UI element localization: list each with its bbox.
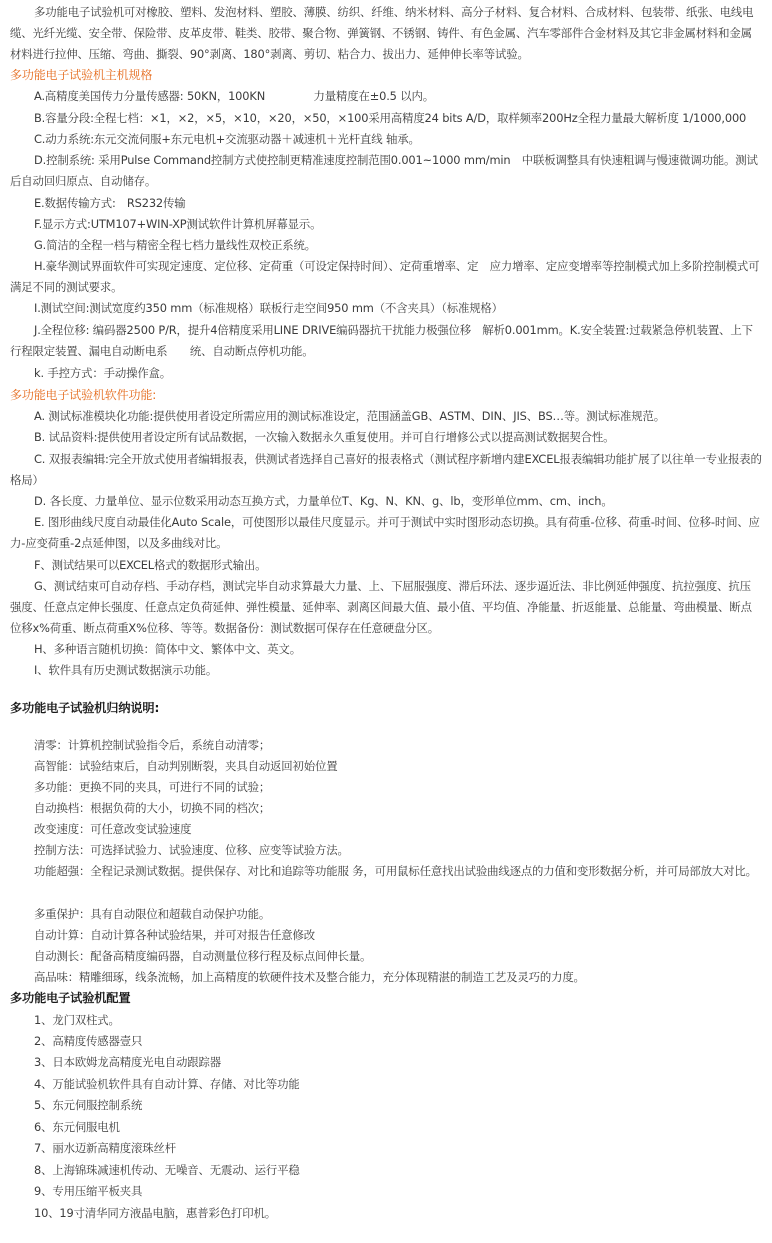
summary-item: 改变速度：可任意改变试验速度: [34, 822, 192, 836]
config-item: 9、专用压缩平板夹具: [34, 1184, 143, 1198]
host-spec-item: A.高精度美国传力分量传感器: 50KN，100KN 力量精度在±0.5 以内。: [34, 89, 434, 103]
software-spec-item: G、测试结束可自动存档、手动存档，测试完毕自动求算最大力量、上、下屈服强度、滞后环法、逐步逼近法、非比例延伸强度、抗拉强度、抗压强度、任意点定伸长强度、任意点定负荷延伸、弹性模量、延伸率、剥离区间最大值、最小值、平均值、净能量、折返能量、总能量、弯曲模量、断点位移x%荷重、断点荷重X%位移、等等。数据备份：测试数据可保存在任意硬盘分区。: [10, 579, 752, 636]
summary-item: 清零：计算机控制试验指令后，系统自动清零；: [34, 738, 271, 752]
summary-item: 高智能：试验结束后，自动判别断裂，夹具自动返回初始位置: [34, 759, 338, 773]
host-spec-item: H.豪华测试界面软件可实现定速度、定位移、定荷重（可设定保持时间）、定荷重增率、定 应力增率、定应变增率等控制模式加上多阶控制模式可满足不同的测试要求。: [10, 259, 760, 295]
config-item: 5、东元伺服控制系统: [34, 1098, 143, 1112]
software-spec-item: E. 图形曲线尺度自动最佳化Auto Scale，可使图形以最佳尺度显示。并可于测试中实时图形动态切换。具有荷重-位移、荷重-时间、位移-时间、应力-应变荷重-2点延伸图，以及多曲线对比。: [10, 515, 760, 551]
host-spec-item: D.控制系统: 采用Pulse Command控制方式使控制更精准速度控制范围0.001~1000 mm/min 中联板调整具有快速粗调与慢速微调功能。测试后自动回归原点、自动储存。: [10, 153, 758, 189]
host-spec-item: C.动力系统:东元交流伺服+东元电机+交流驱动器＋减速机＋光杆直线 轴承。: [34, 132, 420, 146]
config-item: 7、丽水迈新高精度滚珠丝杆: [34, 1141, 176, 1155]
software-spec-item: I、软件具有历史测试数据演示功能。: [34, 663, 218, 677]
software-spec-item: F、测试结果可以EXCEL格式的数据形式输出。: [34, 558, 267, 572]
config-item: 4、万能试验机软件具有自动计算、存储、对比等功能: [34, 1077, 300, 1091]
config-item: 8、上海锦珠减速机传动、无噪音、无震动、运行平稳: [34, 1163, 300, 1177]
summary-heading: 多功能电子试验机归纳说明:: [10, 701, 160, 715]
software-spec-item: C. 双报表编辑:完全开放式使用者编辑报表，供测试者选择自己喜好的报表格式（测试程序新增内建EXCEL报表编辑功能扩展了以往单一专业报表的格局）: [10, 452, 762, 488]
software-spec-item: B. 试品资料:提供使用者设定所有试品数据，一次输入数据永久重复使用。并可自行增修公式以提高测试数据契合性。: [34, 430, 615, 444]
host-spec-item: k. 手控方式：手动操作盒。: [34, 366, 172, 380]
intro-paragraph: 多功能电子试验机可对橡胶、塑料、发泡材料、塑胶、薄膜、纺织、纤维、纳米材料、高分子材料、复合材料、合成材料、包装带、纸张、电线电缆、光纤光缆、安全带、保险带、皮革皮带、鞋类、胶带、聚合物、弹簧钢、不锈钢、铸件、有色金属、汽车零部件合金材料及其它非金属材料和金属材料进行拉伸、压缩、弯曲、撕裂、90°剥离、180°剥离、剪切、粘合力、拔出力、延伸伸长率等试验。: [10, 5, 754, 62]
summary-item: 功能超强：全程记录测试数据。提供保存、对比和追踪等功能服 务，可用鼠标任意找出试验曲线逐点的力值和变形数据分析，并可局部放大对比。: [34, 864, 757, 878]
summary-item: 自动计算：自动计算各种试验结果，并可对报告任意修改: [34, 928, 316, 942]
software-spec-heading: 多功能电子试验机软件功能:: [10, 388, 157, 402]
software-spec-item: A. 测试标准模块化功能:提供使用者设定所需应用的测试标准设定，范围涵盖GB、ASTM、DIN、JIS、BS…等。测试标准规范。: [34, 409, 665, 423]
config-item: 1、龙门双柱式。: [34, 1013, 120, 1027]
host-spec-item: F.显示方式:UTM107+WIN-XP测试软件计算机屏幕显示。: [34, 217, 322, 231]
summary-item: 自动测长：配备高精度编码器，自动测量位移行程及标点间伸长量。: [34, 949, 372, 963]
software-spec-item: D. 各长度、力量单位、显示位数采用动态互换方式，力量单位T、Kg、N、KN、g、lb，变形单位mm、cm、inch。: [34, 494, 613, 508]
host-spec-item: G.简洁的全程一档与精密全程七档力量线性双校正系统。: [34, 238, 316, 252]
summary-item: 多重保护：具有自动限位和超载自动保护功能。: [34, 907, 271, 921]
summary-item: 多功能：更换不同的夹具，可进行不同的试验；: [34, 780, 271, 794]
host-spec-item: I.测试空间:测试宽度约350 mm（标准规格）联板行走空间950 mm（不含夹具）（标准规格）: [34, 301, 503, 315]
host-spec-item: E.数据传输方式: RS232传输: [34, 196, 186, 210]
summary-item: 自动换档：根据负荷的大小，切换不同的档次；: [34, 801, 271, 815]
config-item: 6、东元伺服电机: [34, 1120, 120, 1134]
host-spec-item: B.容量分段:全程七档：×1，×2，×5，×10，×20，×50，×100采用高精度24 bits A/D，取样频率200Hz全程力量最大解析度 1/1000,000: [34, 111, 747, 125]
config-item: 3、日本欧姆龙高精度光电自动跟踪器: [34, 1055, 221, 1069]
config-item: 2、高精度传感器壹只: [34, 1034, 143, 1048]
config-item: 10、19寸清华同方液晶电脑，惠普彩色打印机。: [34, 1206, 276, 1220]
host-spec-item: J.全程位移: 编码器2500 P/R，提升4倍精度采用LINE DRIVE编码器抗干扰能力极强位移 解析0.001mm。K.安全装置:过载紧急停机装置、上下行程限定装置、漏电自动断电系 统、自动断点停机功能。: [10, 323, 753, 359]
summary-item: 控制方法：可选择试验力、试验速度、位移、应变等试验方法。: [34, 843, 349, 857]
software-spec-item: H、多种语言随机切换：简体中文、繁体中文、英文。: [34, 642, 301, 656]
config-heading: 多功能电子试验机配置: [10, 991, 131, 1005]
host-spec-heading: 多功能电子试验机主机规格: [10, 68, 153, 82]
summary-item: 高品味：精雕细琢，线条流畅，加上高精度的软硬件技术及整合能力，充分体现精湛的制造工艺及灵巧的力度。: [34, 970, 585, 984]
